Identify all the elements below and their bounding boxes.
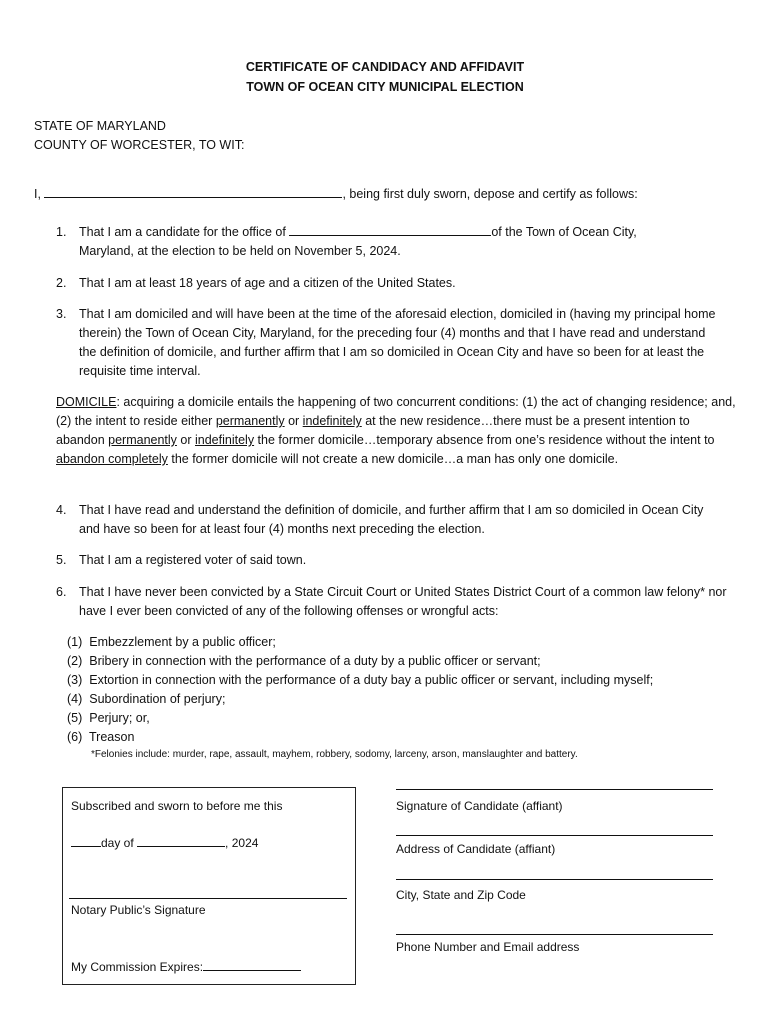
document-title: CERTIFICATE OF CANDIDACY AND AFFIDAVIT [245, 60, 525, 74]
offense-4: (4) Subordination of perjury; [67, 692, 226, 706]
item-1-text-b: of the Town of Ocean City, [491, 225, 637, 239]
commission-blank[interactable] [203, 958, 301, 971]
item-1-number: 1. [56, 225, 67, 239]
venue-county: COUNTY OF WORCESTER, TO WIT: [34, 138, 245, 152]
offense-3: (3) Extortion in connection with the performance of a duty bay a public officer or servant, including myself; [67, 673, 654, 687]
item-4-number: 4. [56, 503, 67, 517]
candidate-address-label: Address of Candidate (affiant) [396, 842, 556, 856]
document-subtitle: TOWN OF OCEAN CITY MUNICIPAL ELECTION [246, 80, 524, 94]
item-3-number: 3. [56, 307, 67, 321]
city-state-zip-line[interactable] [396, 879, 713, 880]
city-state-zip-label: City, State and Zip Code [396, 888, 526, 902]
office-blank[interactable] [289, 223, 491, 236]
item-2-text: That I am at least 18 years of age and a citizen of the United States. [79, 276, 456, 290]
item-1-line-2: Maryland, at the election to be held on November 5, 2024. [79, 244, 401, 258]
item-2-number: 2. [56, 276, 67, 290]
offense-5: (5) Perjury; or, [67, 711, 150, 725]
phone-email-line[interactable] [396, 934, 713, 935]
phone-email-label: Phone Number and Email address [396, 940, 580, 954]
notary-date-line: day of , 2024 [71, 834, 258, 852]
oath-suffix: , being first duly sworn, depose and certify as follows: [342, 187, 638, 201]
item-3-text: That I am domiciled and will have been at the time of the aforesaid election, domiciled in (having my principal home therein) the Town of Ocean City, Maryland, for the preceding four (4) months and that I have read and understand the definition of domicile, and further affirm that I am so domiciled in Ocean City and have so been for at least the requisite time interval. [79, 307, 716, 378]
candidate-address-line[interactable] [396, 835, 713, 836]
domicile-term: DOMICILE [56, 395, 117, 409]
month-blank[interactable] [137, 834, 225, 847]
item-1-line-1 [79, 223, 637, 241]
notary-signature-line[interactable] [69, 898, 347, 899]
notary-box [62, 787, 356, 985]
notary-commission-line: My Commission Expires: [71, 958, 301, 976]
domicile-definition: DOMICILE: acquiring a domicile entails the happening of two concurrent conditions: (1) the act of changing residence; and, (2) the intent to reside either permanently or indefinitely at the new residence…there must be a present intention to abandon permanently or indefinitely the former domicile…temporary absence from one’s residence without the intent to abandon completely the former domicile will not create a new domicile…a man has only one domicile. [56, 395, 736, 466]
venue-state: STATE OF MARYLAND [34, 119, 166, 133]
item-1-text-a: That I am a candidate for the office of [79, 225, 286, 239]
offense-2: (2) Bribery in connection with the performance of a duty by a public officer or servant; [67, 654, 541, 668]
item-5-text: That I am a registered voter of said town. [79, 553, 307, 567]
item-6-number: 6. [56, 585, 67, 599]
oath-prefix: I, [34, 187, 41, 201]
notary-subscribed: Subscribed and sworn to before me this [71, 799, 283, 813]
candidate-name-blank[interactable] [44, 185, 342, 198]
item-6-text: That I have never been convicted by a State Circuit Court or United States District Court of a common law felony* nor have I ever been convicted of any of the following offenses or wrongful acts: [79, 585, 727, 618]
notary-signature-label: Notary Public’s Signature [71, 903, 206, 917]
offense-1: (1) Embezzlement by a public officer; [67, 635, 276, 649]
item-5-number: 5. [56, 553, 67, 567]
candidate-signature-line[interactable] [396, 789, 713, 790]
offense-6: (6) Treason [67, 730, 135, 744]
oath-line [34, 185, 638, 203]
item-4-text: That I have read and understand the definition of domicile, and further affirm that I am so domiciled in Ocean City and have so been for at least four (4) months next preceding the election. [79, 503, 704, 536]
day-blank[interactable] [71, 834, 101, 847]
felony-note: *Felonies include: murder, rape, assault, mayhem, robbery, sodomy, larceny, arson, manslaughter and battery. [91, 749, 578, 760]
candidate-signature-label: Signature of Candidate (affiant) [396, 799, 563, 813]
